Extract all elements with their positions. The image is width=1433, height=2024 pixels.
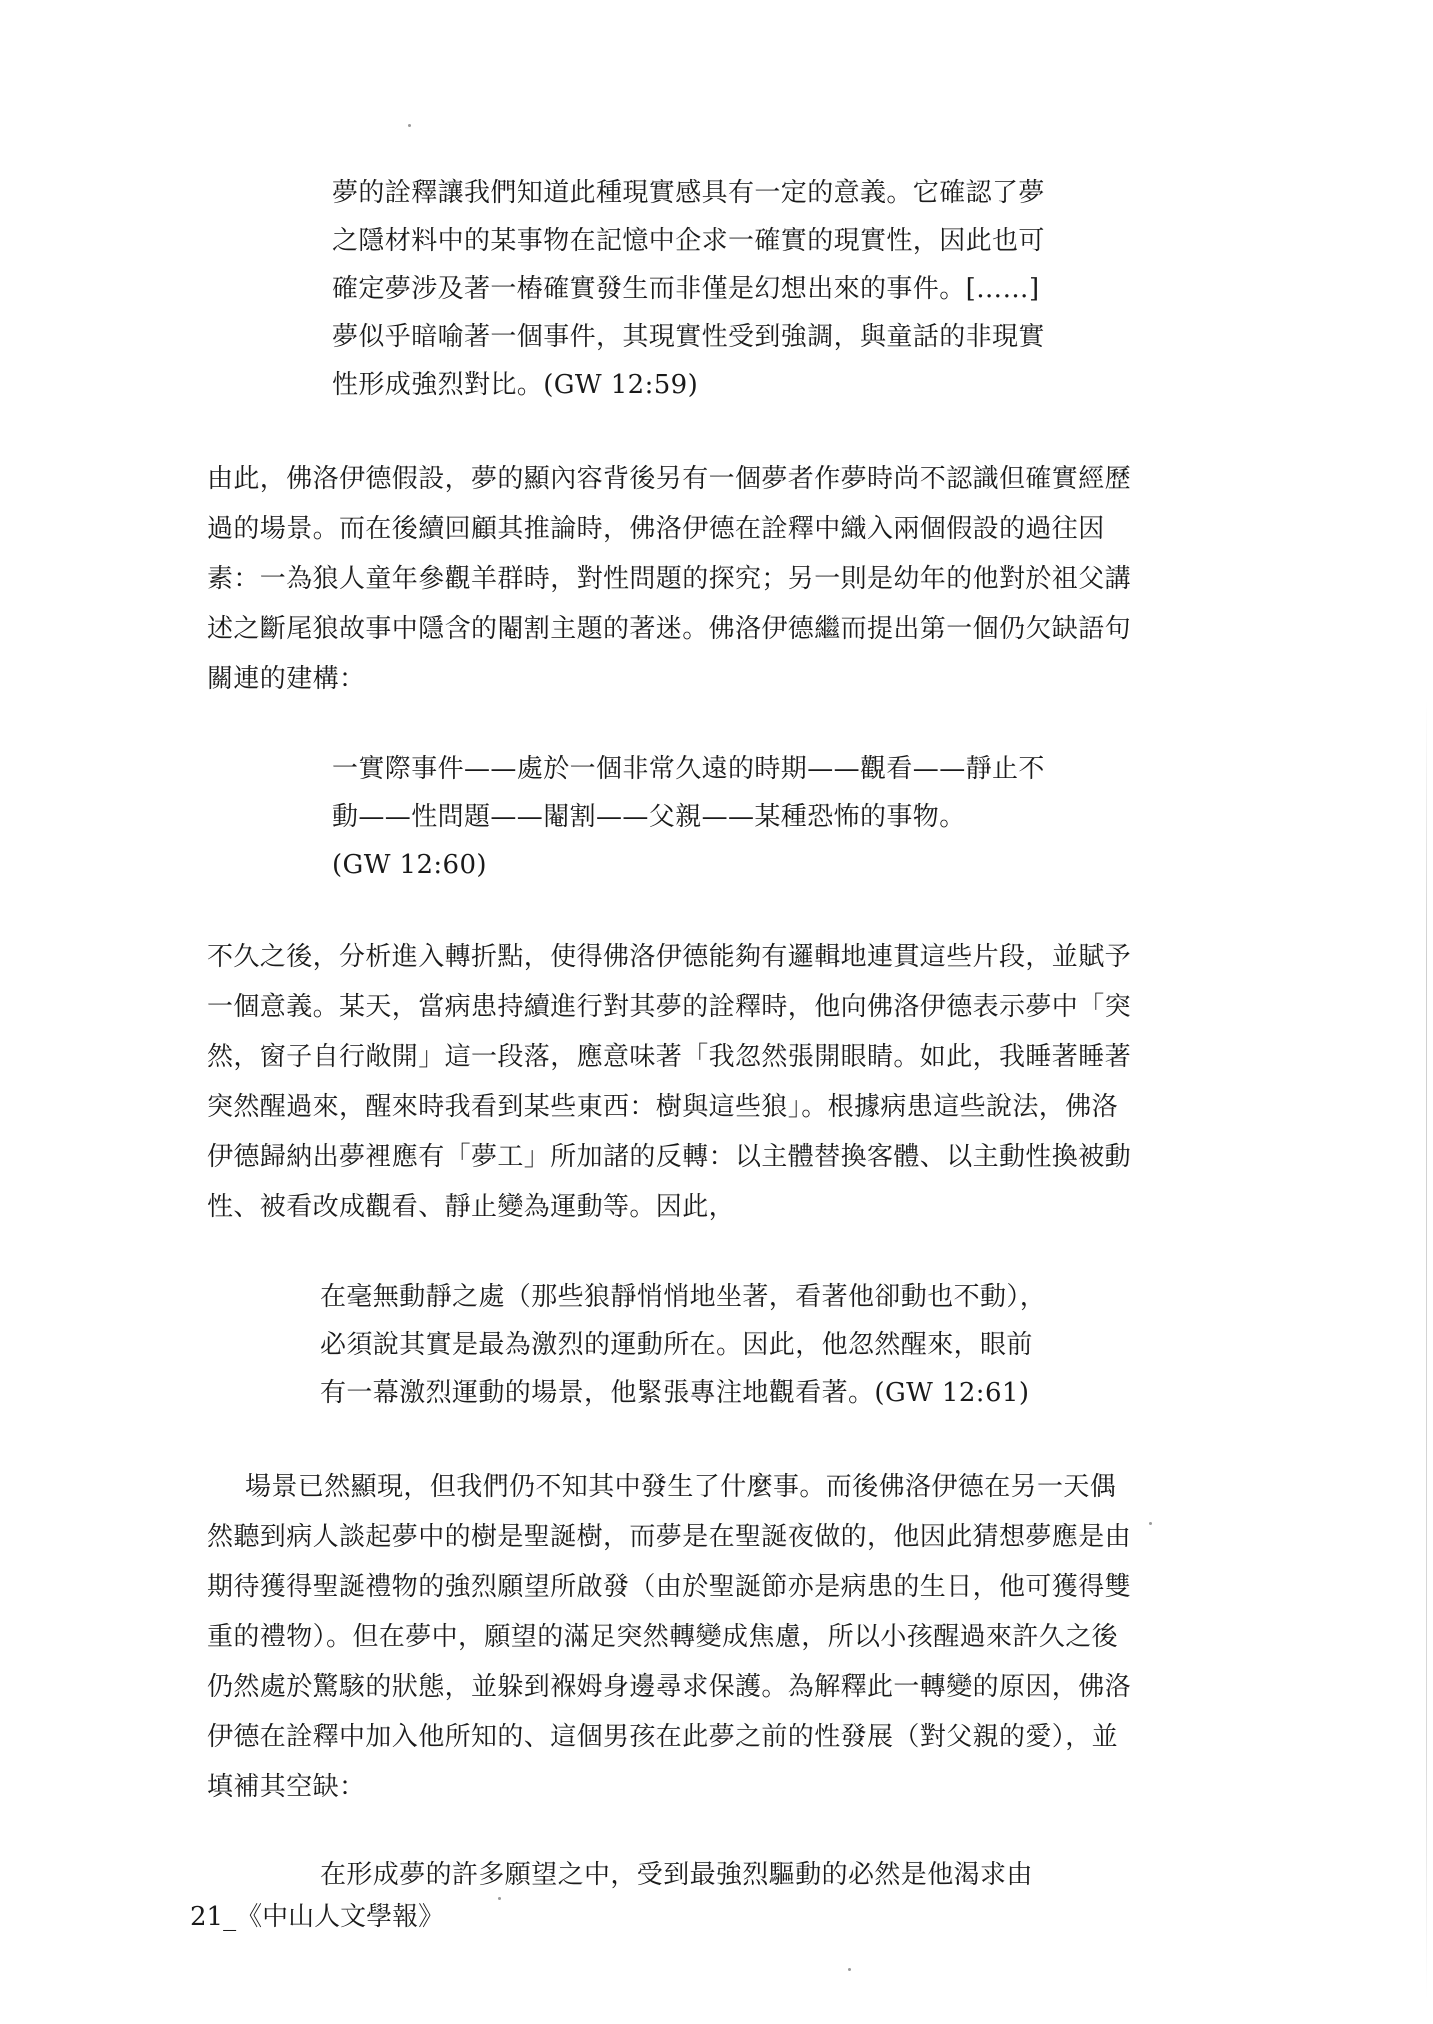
quote-line: 夢的詮釋讓我們知道此種現實感具有一定的意義。它確認了夢 <box>332 178 1045 208</box>
paragraph-line: 重的禮物）。但在夢中，願望的滿足突然轉變成焦慮，所以小孩醒過來許久之後 <box>207 1622 1119 1652</box>
paragraph-line: 性、被看改成觀看、靜止變為運動等。因此， <box>207 1192 736 1222</box>
paragraph-line: 仍然處於驚駭的狀態，並躲到褓姆身邊尋求保護。為解釋此一轉變的原因，佛洛 <box>207 1672 1132 1702</box>
paragraph-line: 突然醒過來，醒來時我看到某些東西：樹與這些狼」。根據病患這些說法，佛洛 <box>207 1092 1119 1122</box>
quote-line: (GW 12:60) <box>332 850 487 880</box>
paragraph-line: 伊德在詮釋中加入他所知的、這個男孩在此夢之前的性發展（對父親的愛），並 <box>207 1722 1119 1752</box>
paragraph-line: 場景已然顯現，但我們仍不知其中發生了什麼事。而後佛洛伊德在另一天偶 <box>245 1472 1117 1502</box>
scan-speck <box>1149 1522 1152 1525</box>
quote-line: 一實際事件——處於一個非常久遠的時期——觀看——靜止不 <box>332 754 1045 784</box>
page-number: 21 <box>190 1902 224 1932</box>
paragraph-line: 由此，佛洛伊德假設，夢的顯內容背後另有一個夢者作夢時尚不認識但確實經歷 <box>207 464 1132 494</box>
scan-speck <box>408 124 411 127</box>
quote-line: 有一幕激烈運動的場景，他緊張專注地觀看著。(GW 12:61) <box>320 1378 1030 1408</box>
paragraph-line: 關連的建構： <box>207 664 366 694</box>
paragraph-line: 期待獲得聖誕禮物的強烈願望所啟發（由於聖誕節亦是病患的生日，他可獲得雙 <box>207 1572 1132 1602</box>
paragraph-line: 伊德歸納出夢裡應有「夢工」所加諸的反轉：以主體替換客體、以主動性換被動 <box>207 1142 1132 1172</box>
quote-line: 必須說其實是最為激烈的運動所在。因此，他忽然醒來，眼前 <box>320 1330 1033 1360</box>
paragraph-line: 素：一為狼人童年參觀羊群時，對性問題的探究；另一則是幼年的他對於祖父講 <box>207 564 1132 594</box>
quote-line: 在形成夢的許多願望之中，受到最強烈驅動的必然是他渴求由 <box>320 1860 1033 1890</box>
journal-name: _《中山人文學報》 <box>223 1902 445 1932</box>
quote-line: 之隱材料中的某事物在記憶中企求一確實的現實性，因此也可 <box>332 226 1045 256</box>
quote-line: 在毫無動靜之處（那些狼靜悄悄地坐著，看著他卻動也不動）， <box>320 1282 1047 1312</box>
paragraph-line: 然聽到病人談起夢中的樹是聖誕樹，而夢是在聖誕夜做的，他因此猜想夢應是由 <box>207 1522 1132 1552</box>
quote-line: 動——性問題——閹割——父親——某種恐怖的事物。 <box>332 802 966 832</box>
paragraph-line: 填補其空缺： <box>207 1772 366 1802</box>
scan-edge-line <box>1426 700 1427 2000</box>
scan-speck <box>498 1897 501 1900</box>
page-footer <box>190 1900 444 1934</box>
paragraph-line: 述之斷尾狼故事中隱含的閹割主題的著迷。佛洛伊德繼而提出第一個仍欠缺語句 <box>207 614 1132 644</box>
quote-line: 夢似乎暗喻著一個事件，其現實性受到強調，與童話的非現實 <box>332 322 1045 352</box>
paragraph-line: 然，窗子自行敞開」這一段落，應意味著「我忽然張開眼睛。如此，我睡著睡著 <box>207 1042 1132 1072</box>
scan-speck <box>848 1968 851 1971</box>
paragraph-line: 一個意義。某天，當病患持續進行對其夢的詮釋時，他向佛洛伊德表示夢中「突 <box>207 992 1132 1022</box>
quote-line: 性形成強烈對比。(GW 12:59) <box>332 370 699 400</box>
quote-line: 確定夢涉及著一樁確實發生而非僅是幻想出來的事件。[……] <box>332 274 1040 304</box>
paragraph-line: 不久之後，分析進入轉折點，使得佛洛伊德能夠有邏輯地連貫這些片段，並賦予 <box>207 942 1132 972</box>
paragraph-line: 過的場景。而在後續回顧其推論時，佛洛伊德在詮釋中織入兩個假設的過往因 <box>207 514 1105 544</box>
